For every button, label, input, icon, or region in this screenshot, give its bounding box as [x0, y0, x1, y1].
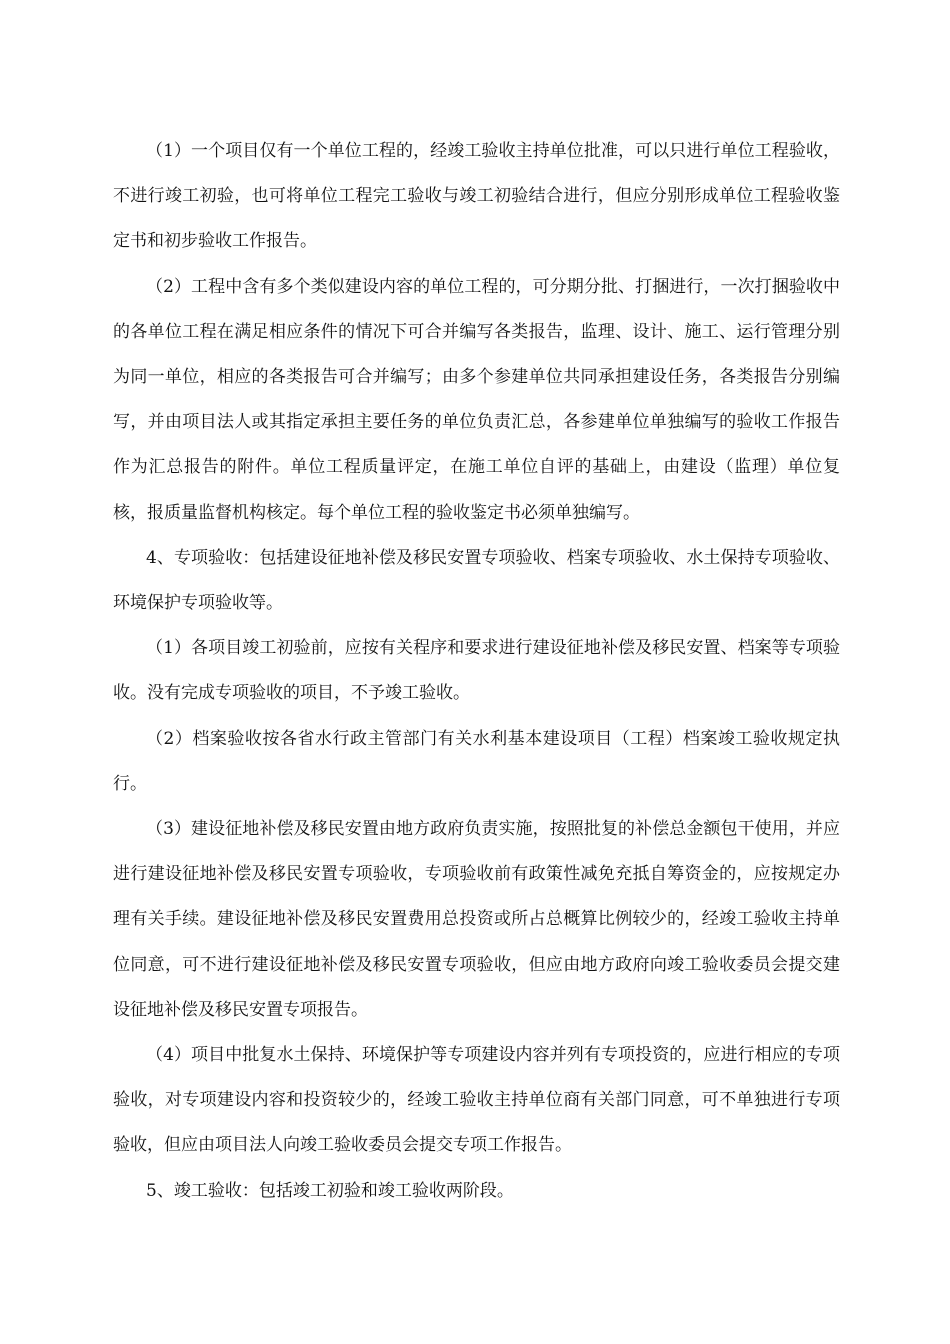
paragraph-multiple-unit-projects: （2）工程中含有多个类似建设内容的单位工程的，可分期分批、打捆进行，一次打捆验收中的各单位工程在满足相应条件的情况下可合并编写各类报告，监理、设计、施工、运行管理分别为同一单位，相应的各类报告可合并编写；由多个参建单位共同承担建设任务，各类报告分别编写，并由项目法人或其指定承担主要任务的单位负责汇总，各参建单位单独编写的验收工作报告作为汇总报告的附件。单位工程质量评定，在施工单位自评的基础上，由建设（监理）单位复核，报质量监督机构核定。每个单位工程的验收鉴定书必须单独编写。 — [113, 276, 840, 523]
document-page — [113, 129, 840, 1214]
paragraph-completion-acceptance: 5、竣工验收：包括竣工初验和竣工验收两阶段。 — [146, 1180, 514, 1201]
paragraph-archive-acceptance: （2）档案验收按各省水行政主管部门有关水利基本建设项目（工程）档案竣工验收规定执行。 — [113, 728, 840, 794]
paragraph-special-acceptance-before-initial: （1）各项目竣工初验前，应按有关程序和要求进行建设征地补偿及移民安置、档案等专项验收。没有完成专项验收的项目，不予竣工验收。 — [113, 638, 840, 704]
paragraph-single-unit-project: （1）一个项目仅有一个单位工程的，经竣工验收主持单位批准，可以只进行单位工程验收，不进行竣工初验，也可将单位工程完工验收与竣工初验结合进行，但应分别形成单位工程验收鉴定书和初步验收工作报告。 — [113, 141, 840, 252]
paragraph-special-acceptance: 4、专项验收：包括建设征地补偿及移民安置专项验收、档案专项验收、水土保持专项验收、环境保护专项验收等。 — [113, 547, 840, 614]
paragraph-soil-environment-acceptance: （4）项目中批复水土保持、环境保护等专项建设内容并列有专项投资的，应进行相应的专项验收，对专项建设内容和投资较少的，经竣工验收主持单位商有关部门同意，可不单独进行专项验收，但应由项目法人向竣工验收委员会提交专项工作报告。 — [113, 1045, 840, 1156]
paragraph-land-compensation-resettlement: （3）建设征地补偿及移民安置由地方政府负责实施，按照批复的补偿总金额包干使用，并应进行建设征地补偿及移民安置专项验收，专项验收前有政策性减免充抵自筹资金的，应按规定办理有关手续。建设征地补偿及移民安置费用总投资或所占总概算比例较少的，经竣工验收主持单位同意，可不进行建设征地补偿及移民安置专项验收，但应由地方政府向竣工验收委员会提交建设征地补偿及移民安置专项报告。 — [113, 819, 840, 1020]
